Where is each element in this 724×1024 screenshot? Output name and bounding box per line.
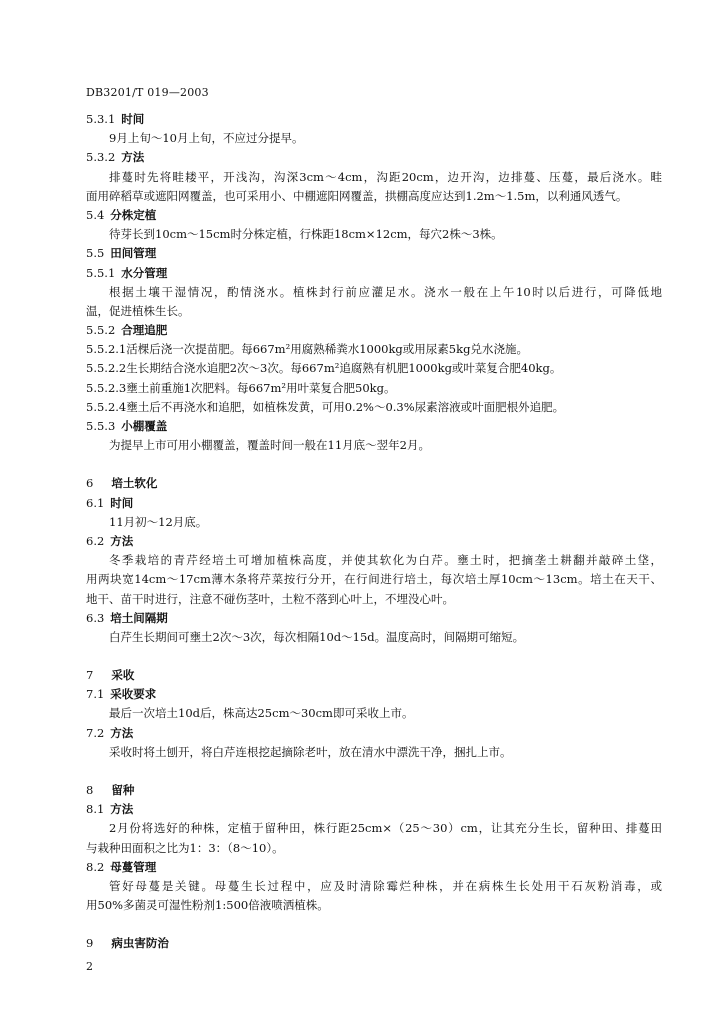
section-title: 培土软化	[111, 476, 158, 491]
section-heading	[86, 110, 662, 129]
section-heading	[86, 800, 662, 819]
chapter-heading	[86, 666, 662, 685]
section-heading	[86, 724, 662, 743]
paragraph	[86, 819, 662, 857]
paragraph-line: 2月份将选好的种株，定植于留种田，株行距25cm×（25～30）cm，让其充分生长，留种田、排蔓田	[109, 821, 662, 836]
section-heading	[86, 494, 662, 513]
section-heading	[86, 532, 662, 551]
section-heading	[86, 609, 662, 628]
section-number: 5.5.1	[86, 265, 116, 280]
section-title: 方法	[110, 802, 134, 817]
document-body	[86, 110, 662, 954]
paragraph	[86, 877, 662, 915]
section-number: 6.2	[86, 533, 105, 548]
section-title: 小棚覆盖	[121, 419, 168, 433]
section-number: 5.4	[86, 207, 105, 222]
section-title: 采收要求	[110, 687, 157, 702]
section-number: 7	[86, 668, 94, 683]
section-title: 时间	[110, 495, 134, 510]
section-number: 6.1	[86, 495, 105, 510]
paragraph-line: 与栽种田面积之比为1：3：（8～10）。	[86, 840, 284, 855]
section-number: 6	[86, 476, 94, 491]
paragraph	[86, 704, 662, 723]
section-heading	[86, 685, 662, 704]
section-title: 合理追肥	[121, 323, 168, 338]
paragraph	[86, 551, 662, 609]
clause-text: 5.5.2.4壅土后不再浇水和追肥，如植株发黄，可用0.2%～0.3%尿素溶液或叶面肥根外追肥。	[86, 399, 565, 414]
section-title: 母蔓管理	[110, 859, 157, 874]
paragraph	[86, 628, 662, 647]
section-number: 8.2	[86, 859, 105, 874]
paragraph-line: 温，促进植株生长。	[86, 303, 190, 318]
section-number: 5.3.2	[86, 150, 116, 165]
paragraph-line: 地干、苗干时进行，注意不碰伤茎叶，土粒不落到心叶上，不埋没心叶。	[86, 591, 454, 606]
section-title: 病虫害防治	[111, 936, 169, 951]
paragraph-line: 待芽长到10cm～15cm时分株定植，行株距18cm×12cm，每穴2株～3株。	[109, 227, 503, 242]
numbered-clause	[86, 340, 662, 359]
section-title: 田间管理	[110, 246, 157, 261]
section-title: 分株定植	[110, 207, 157, 222]
clause-text: 5.5.2.2生长期结合浇水追肥2次～3次。每667m²追腐熟有机肥1000kg或叶菜复合肥40kg。	[86, 361, 562, 376]
numbered-clause	[86, 359, 662, 378]
paragraph-line: 采收时将土刨开，将白芹连根挖起摘除老叶，放在清水中漂洗干净，捆扎上市。	[109, 744, 512, 759]
paragraph	[86, 129, 662, 148]
section-number: 5.5	[86, 246, 105, 261]
numbered-clause	[86, 398, 662, 417]
section-heading	[86, 417, 662, 436]
paragraph	[86, 225, 662, 244]
paragraph-line: 11月初～12月底。	[109, 514, 208, 529]
paragraph	[86, 436, 662, 455]
paragraph-line: 用50%多菌灵可湿性粉剂1:500倍液喷洒植株。	[86, 898, 329, 913]
section-heading	[86, 206, 662, 225]
paragraph-line: 用两块宽14cm～17cm薄木条将芹菜按行分开，在行间进行培土，每次培土厚10cm～13cm。培土在天干、	[86, 572, 662, 587]
paragraph	[86, 168, 662, 206]
section-title: 时间	[121, 112, 145, 126]
section-title: 采收	[111, 668, 135, 683]
chapter-heading	[86, 474, 662, 493]
paragraph	[86, 743, 662, 762]
page-number: 2	[86, 960, 93, 973]
document-code: DB3201/T 019—2003	[86, 86, 209, 99]
paragraph-line: 9月上旬～10月上旬，不应过分提早。	[109, 131, 304, 146]
section-heading	[86, 858, 662, 877]
section-number: 7.2	[86, 725, 105, 740]
section-number: 8	[86, 783, 94, 797]
section-number: 6.3	[86, 610, 105, 625]
clause-text: 5.5.2.1活棵后浇一次提苗肥。每667m²用腐熟稀粪水1000kg或用尿素5kg兑水浇施。	[86, 342, 528, 357]
section-title: 方法	[110, 725, 134, 740]
paragraph-line: 最后一次培土10d后，株高达25cm～30cm即可采收上市。	[109, 706, 414, 721]
section-number: 5.5.2	[86, 323, 116, 338]
section-number: 9	[86, 936, 94, 951]
paragraph-line: 冬季栽培的青芹经培土可增加植株高度，并使其软化为白芹。壅土时，把摘垄土耕翻并敲碎土垡，	[109, 553, 662, 568]
paragraph	[86, 513, 662, 532]
section-title: 水分管理	[121, 265, 168, 280]
section-number: 5.3.1	[86, 112, 116, 126]
paragraph-line: 根据土壤干湿情况，酌情浇水。植株封行前应灌足水。浇水一般在上午10时以后进行，可降低地	[109, 284, 662, 299]
section-heading	[86, 244, 662, 263]
section-title: 培土间隔期	[110, 610, 168, 625]
numbered-clause	[86, 379, 662, 398]
chapter-heading	[86, 781, 662, 800]
paragraph-line: 管好母蔓是关键。母蔓生长过程中，应及时清除霉烂种株，并在病株生长处用干石灰粉消毒，或	[109, 878, 662, 893]
section-heading	[86, 321, 662, 340]
section-heading	[86, 148, 662, 167]
clause-text: 5.5.2.3壅土前重施1次肥料。每667m²用叶菜复合肥50kg。	[86, 380, 396, 395]
section-title: 方法	[110, 533, 134, 548]
section-heading	[86, 264, 662, 283]
section-number: 8.1	[86, 802, 105, 817]
section-title: 方法	[121, 150, 145, 165]
paragraph-line: 白芹生长期间可壅土2次～3次，每次相隔10d～15d。温度高时，间隔期可缩短。	[109, 629, 525, 644]
paragraph-line: 为提早上市可用小棚覆盖，覆盖时间一般在11月底～翌年2月。	[109, 438, 430, 453]
paragraph	[86, 283, 662, 321]
section-number: 5.5.3	[86, 419, 116, 433]
paragraph-line: 排蔓时先将畦耧平，开浅沟，沟深3cm～4cm，沟距20cm，边开沟，边排蔓、压蔓，最后浇水。畦	[109, 169, 662, 184]
chapter-heading	[86, 934, 662, 953]
section-number: 7.1	[86, 687, 105, 702]
paragraph-line: 面用碎稻草或遮阳网覆盖，也可采用小、中棚遮阳网覆盖，拱棚高度应达到1.2m～1.5m，以利通风透气。	[86, 188, 628, 203]
section-title: 留种	[111, 783, 135, 797]
